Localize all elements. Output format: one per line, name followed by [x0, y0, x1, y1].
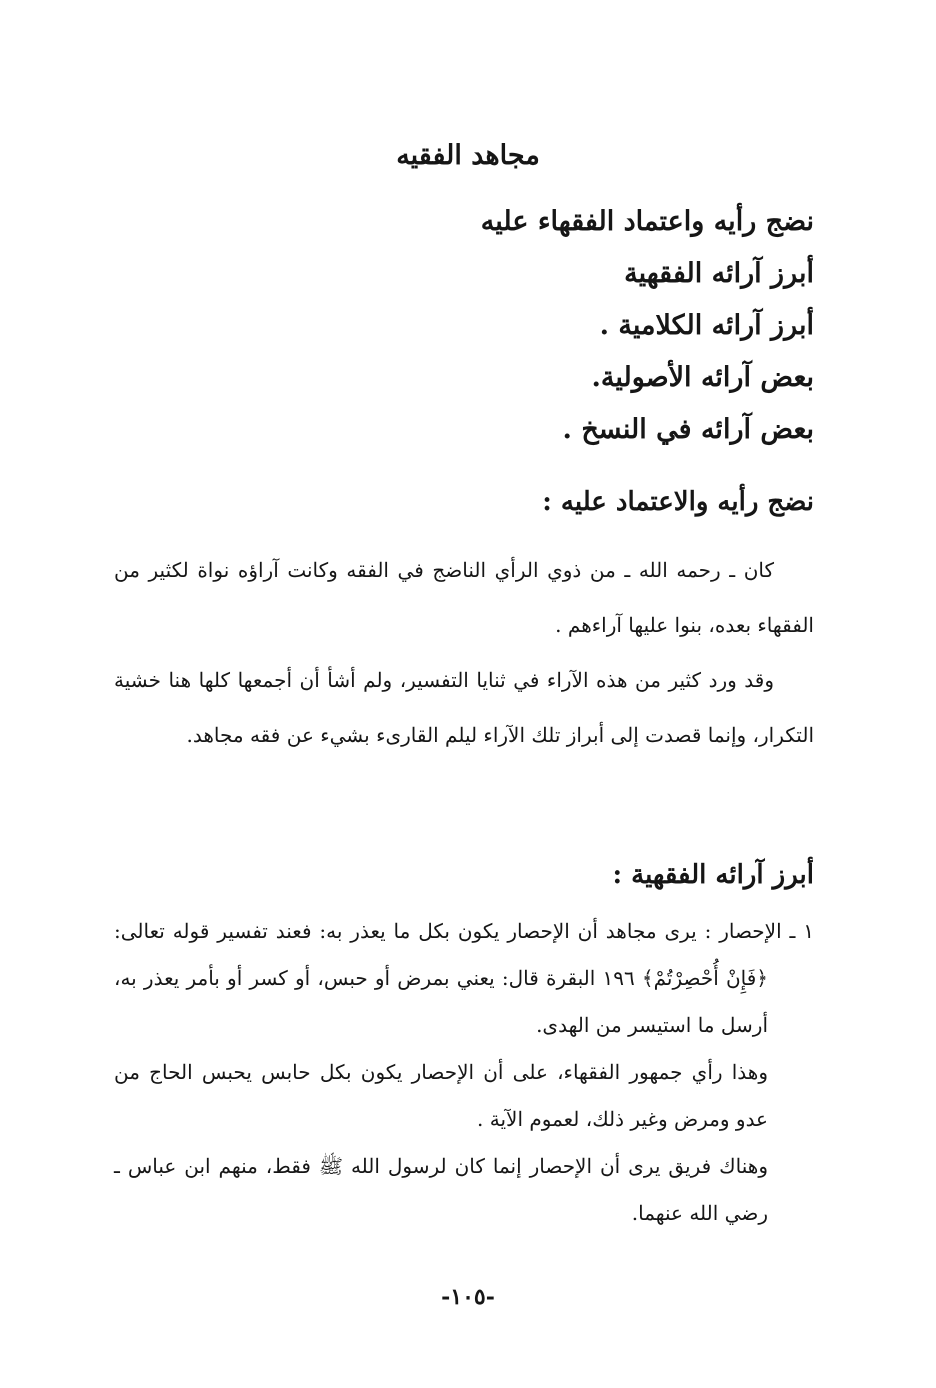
page-number: -١٠٥-	[441, 1284, 495, 1310]
topic-item: بعض آرائه في النسخ .	[562, 414, 814, 445]
section-heading: أبرز آرائه الفقهية :	[612, 860, 814, 890]
topic-item: أبرز آرائه الكلامية .	[599, 310, 814, 341]
paragraph: وهناك فريق يرى أن الإحصار إنما كان لرسول الله ﷺ فقط، منهم ابن عباس ـ رضي الله عنهما.	[114, 1154, 768, 1225]
section-heading: نضج رأيه والاعتماد عليه :	[542, 487, 814, 517]
topic-item: أبرز آرائه الفقهية	[624, 258, 814, 289]
paragraph: كان ـ رحمه الله ـ من ذوي الرأي الناضج في الفقه وكانت آراؤه نواة لكثير من الفقهاء بعده، بنوا عليها آراءهم .	[114, 558, 814, 637]
topics-list	[194, 200, 814, 460]
page-title: مجاهد الفقيه	[396, 140, 540, 171]
section-fiqh-views	[114, 860, 814, 1237]
numbered-item: ١ ـ الإحصار : يرى مجاهد أن الإحصار يكون بكل ما يعذر به: فعند تفسير قوله تعالى: ﴿فَإِنْ أُحْصِرْتُمْ﴾ ١٩٦ البقرة قال: يعني بمرض أو حبس، أو كسر أو بأمر يعذر به، أرسل ما استيسر من الهدى.	[114, 919, 814, 1037]
paragraph: وهذا رأي جمهور الفقهاء، على أن الإحصار يكون بكل حابس يحبس الحاج من عدو ومرض وغير ذلك، لعموم الآية .	[114, 1060, 768, 1131]
paragraph: وقد ورد كثير من هذه الآراء في ثنايا التفسير، ولم أشأ أن أجمعها كلها هنا خشية التكرار، وإنما قصدت إلى أبراز تلك الآراء ليلم القارىء بشيء عن فقه مجاهد.	[114, 668, 814, 747]
topic-item: بعض آرائه الأصولية.	[591, 362, 814, 393]
section-maturity	[114, 487, 814, 763]
topic-item: نضج رأيه واعتماد الفقهاء عليه	[480, 206, 814, 237]
